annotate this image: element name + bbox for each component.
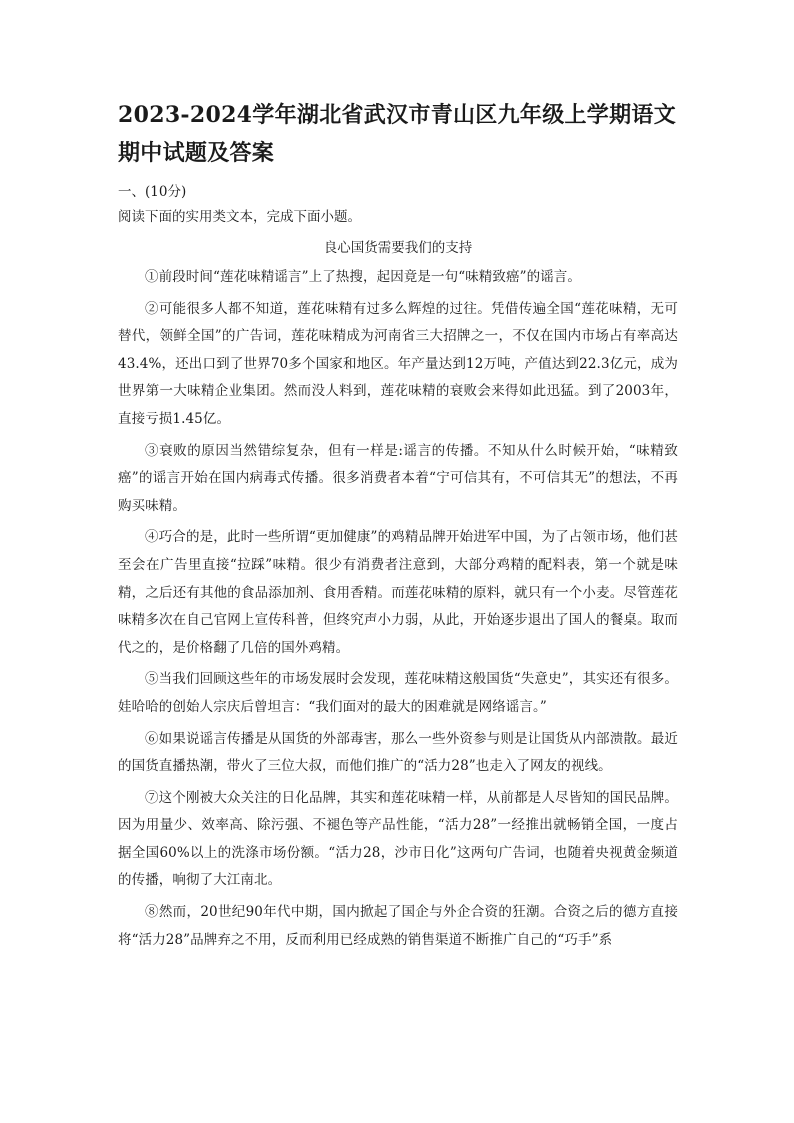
section-heading: 一、(10分) xyxy=(118,184,187,200)
paragraph-5: ⑤当我们回顾这些年的市场发展时会发现，莲花味精这般国货“失意史”，其实还有很多。娃哈哈的创始人宗庆后曾坦言：“我们面对的最大的困难就是网络谣言。” xyxy=(118,671,678,715)
paragraph-1: ①前段时间“莲花味精谣言”上了热搜，起因竟是一句“味精致癌”的谣言。 xyxy=(145,269,582,285)
instruction-text: 阅读下面的实用类文本，完成下面小题。 xyxy=(118,209,361,225)
document-page xyxy=(118,96,678,958)
article-title: 良心国货需要我们的支持 xyxy=(323,240,473,256)
paragraph-6: ⑥如果说谣言传播是从国货的外部毒害，那么一些外资参与则是让国货从内部溃散。最近的国货直播热潮，带火了三位大叔，而他们推广的“活力28”也走入了网友的视线。 xyxy=(118,730,678,775)
paragraph-8: ⑧然而，20世纪90年代中期，国内掀起了国企与外企合资的狂潮。合资之后的德方直接将“活力28”品牌弃之不用，反而利用已经成熟的销售渠道不断推广自己的“巧手”系 xyxy=(118,904,678,948)
article-body xyxy=(118,264,678,954)
paragraph-3: ③衰败的原因当然错综复杂，但有一样是:谣言的传播。不知从什么时候开始，“味精致癌”的谣言开始在国内病毒式传播。很多消费者本着“宁可信其有，不可信其无”的想法，不再购买味精。 xyxy=(118,442,678,514)
paragraph-4: ④巧合的是，此时一些所谓“更加健康”的鸡精品牌开始进军中国，为了占领市场，他们甚至会在广告里直接“拉踩”味精。很少有消费者注意到，大部分鸡精的配料表，第一个就是味精，之后还有其他的食品添加剂、食用香精。而莲花味精的原料，就只有一个小麦。尽管莲花味精多次在自己官网上宣传科普，但终究声小力弱，从此，开始逐步退出了国人的餐桌。取而代之的，是价格翻了几倍的国外鸡精。 xyxy=(118,529,678,656)
paragraph-7: ⑦这个刚被大众关注的日化品牌，其实和莲花味精一样，从前都是人尽皆知的国民品牌。因为用量少、效率高、除污强、不褪色等产品性能，“活力28”一经推出就畅销全国，一度占据全国60%以上的洗涤市场份额。“活力28，沙市日化”这两句广告词，也随着央视黄金频道的传播，响彻了大江南北。 xyxy=(118,789,678,889)
paragraph-2: ②可能很多人都不知道，莲花味精有过多么辉煌的过往。凭借传遍全国“莲花味精，无可替代，领鲜全国”的广告词，莲花味精成为河南省三大招牌之一，不仅在国内市场占有率高达43.4%，还出口到了世界70多个国家和地区。年产量达到12万吨，产值达到22.3亿元，成为世界第一大味精企业集团。然而没人料到，莲花味精的衰败会来得如此迅猛。到了2003年，直接亏损1.45亿。 xyxy=(118,300,678,427)
document-title: 2023-2024学年湖北省武汉市青山区九年级上学期语文期中试题及答案 xyxy=(118,102,676,166)
